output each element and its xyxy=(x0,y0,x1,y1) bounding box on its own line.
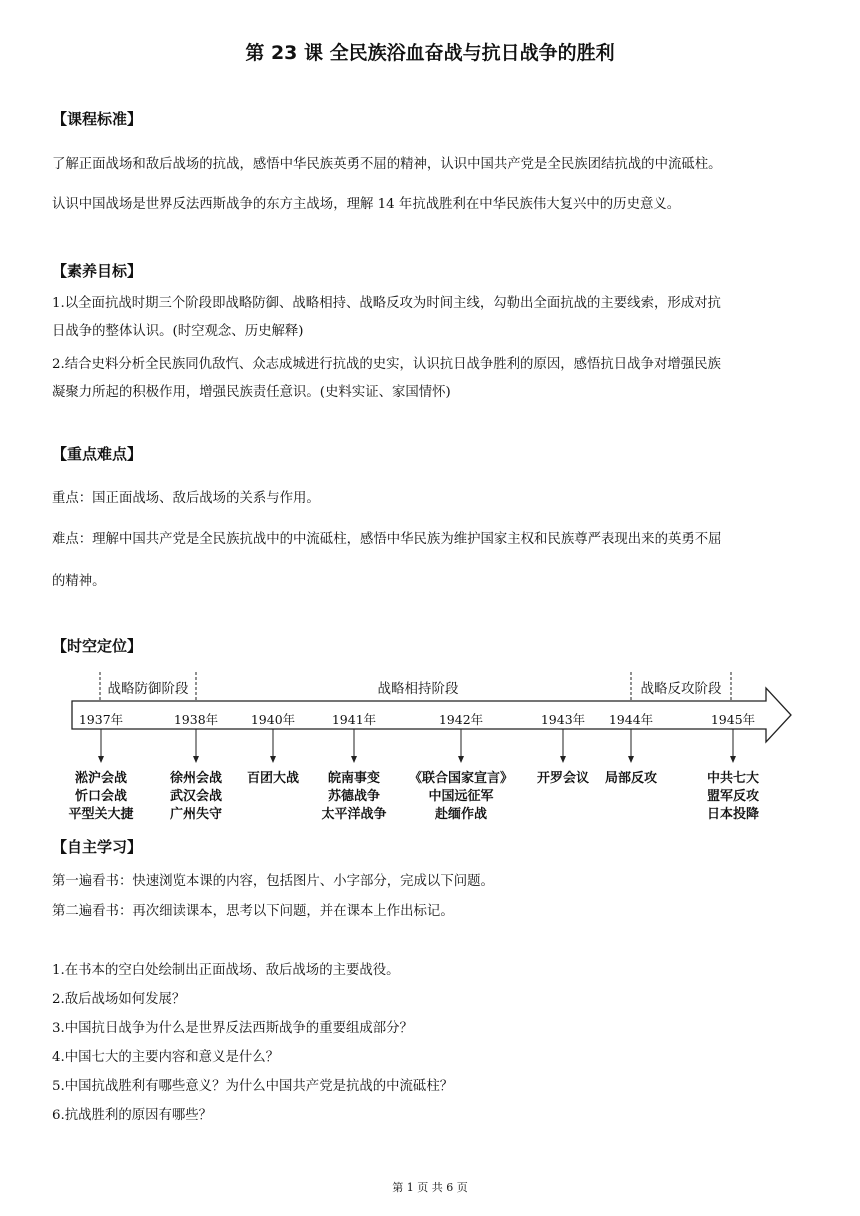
event-label: 徐州会战 xyxy=(169,771,223,786)
event-label: 开罗会议 xyxy=(536,771,590,786)
goals-line-3: 2.结合史料分析全民族同仇敌忾、众志成城进行抗战的史实，认识抗日战争胜利的原因，感悟抗日战争对增强民族 xyxy=(52,357,721,372)
question-item: 6.抗战胜利的原因有哪些？ xyxy=(52,1108,213,1123)
timeline-diagram xyxy=(0,668,860,828)
year-label: 1945年 xyxy=(710,712,756,727)
event-pointer-arrowhead xyxy=(98,756,104,763)
standards-line-1: 了解正面战场和敌后战场的抗战，感悟中华民族英勇不屈的精神，认识中国共产党是全民族团结抗战的中流砥柱。 xyxy=(52,157,722,172)
phase-label-defense: 战略防御阶段 xyxy=(107,681,189,697)
event-label: 淞沪会战 xyxy=(74,771,128,786)
event-pointer-arrowhead xyxy=(730,756,736,763)
page-title: 第 23 课 全民族浴血奋战与抗日战争的胜利 xyxy=(245,42,615,64)
event-pointer-arrowhead xyxy=(560,756,566,763)
section-heading-standards: 【课程标准】 xyxy=(52,110,143,128)
event-label: 盟军反攻 xyxy=(706,789,760,804)
event-pointer-arrowhead xyxy=(458,756,464,763)
event-label: 局部反攻 xyxy=(604,771,658,786)
event-label: 日本投降 xyxy=(706,807,760,822)
event-pointer-arrowhead xyxy=(351,756,357,763)
event-label: 忻口会战 xyxy=(74,789,128,804)
standards-line-2: 认识中国战场是世界反法西斯战争的东方主战场，理解 14 年抗战胜利在中华民族伟大复兴中的历史意义。 xyxy=(52,197,681,212)
event-pointer-arrowhead xyxy=(628,756,634,763)
event-label: 苏德战争 xyxy=(327,789,381,804)
keypoints-line-3: 的精神。 xyxy=(52,574,106,589)
event-label: 中国远征军 xyxy=(428,789,494,804)
keypoints-line-2: 难点：理解中国共产党是全民族抗战中的中流砥柱，感悟中华民族为维护国家主权和民族尊严表现出来的英勇不屈 xyxy=(52,532,722,547)
section-heading-timeline: 【时空定位】 xyxy=(52,637,143,655)
selfstudy-line-1: 第一遍看书：快速浏览本课的内容，包括图片、小字部分，完成以下问题。 xyxy=(52,874,494,889)
event-label: 皖南事变 xyxy=(327,771,381,786)
question-item: 4.中国七大的主要内容和意义是什么？ xyxy=(52,1050,280,1065)
year-label: 1941年 xyxy=(331,712,377,727)
event-pointer-arrowhead xyxy=(193,756,199,763)
event-label: 中共七大 xyxy=(706,771,760,786)
year-label: 1937年 xyxy=(78,712,124,727)
event-label: 平型关大捷 xyxy=(68,807,134,822)
year-label: 1944年 xyxy=(608,712,654,727)
year-label: 1940年 xyxy=(250,712,296,727)
goals-line-2: 日战争的整体认识。(时空观念、历史解释) xyxy=(52,324,304,339)
event-label: 《联合国家宣言》 xyxy=(408,771,514,786)
event-label: 百团大战 xyxy=(246,771,300,786)
year-label: 1942年 xyxy=(438,712,484,727)
event-label: 广州失守 xyxy=(169,807,223,822)
goals-line-4: 凝聚力所起的积极作用，增强民族责任意识。(史料实证、家国情怀) xyxy=(52,385,451,400)
page-footer: 第 1 页 共 6 页 xyxy=(392,1181,468,1194)
question-item: 2.敌后战场如何发展？ xyxy=(52,992,186,1007)
keypoints-line-1: 重点：国正面战场、敌后战场的关系与作用。 xyxy=(52,491,320,506)
question-item: 1.在书本的空白处绘制出正面战场、敌后战场的主要战役。 xyxy=(52,963,400,978)
event-label: 太平洋战争 xyxy=(321,807,387,822)
event-label: 武汉会战 xyxy=(169,789,223,804)
section-heading-keypoints: 【重点难点】 xyxy=(52,445,143,463)
year-label: 1943年 xyxy=(540,712,586,727)
question-item: 5.中国抗战胜利有哪些意义？为什么中国共产党是抗战的中流砥柱？ xyxy=(52,1079,454,1094)
goals-line-1: 1.以全面抗战时期三个阶段即战略防御、战略相持、战略反攻为时间主线，勾勒出全面抗战的主要线索，形成对抗 xyxy=(52,296,721,311)
event-pointer-arrowhead xyxy=(270,756,276,763)
section-heading-goals: 【素养目标】 xyxy=(52,262,143,280)
question-item: 3.中国抗日战争为什么是世界反法西斯战争的重要组成部分？ xyxy=(52,1021,413,1036)
event-label: 赴缅作战 xyxy=(434,807,488,822)
section-heading-selfstudy: 【自主学习】 xyxy=(52,838,143,856)
phase-label-stalemate: 战略相持阶段 xyxy=(377,681,459,697)
phase-label-counteroffensive: 战略反攻阶段 xyxy=(640,681,722,697)
selfstudy-line-2: 第二遍看书：再次细读课本，思考以下问题，并在课本上作出标记。 xyxy=(52,904,454,919)
year-label: 1938年 xyxy=(173,712,219,727)
